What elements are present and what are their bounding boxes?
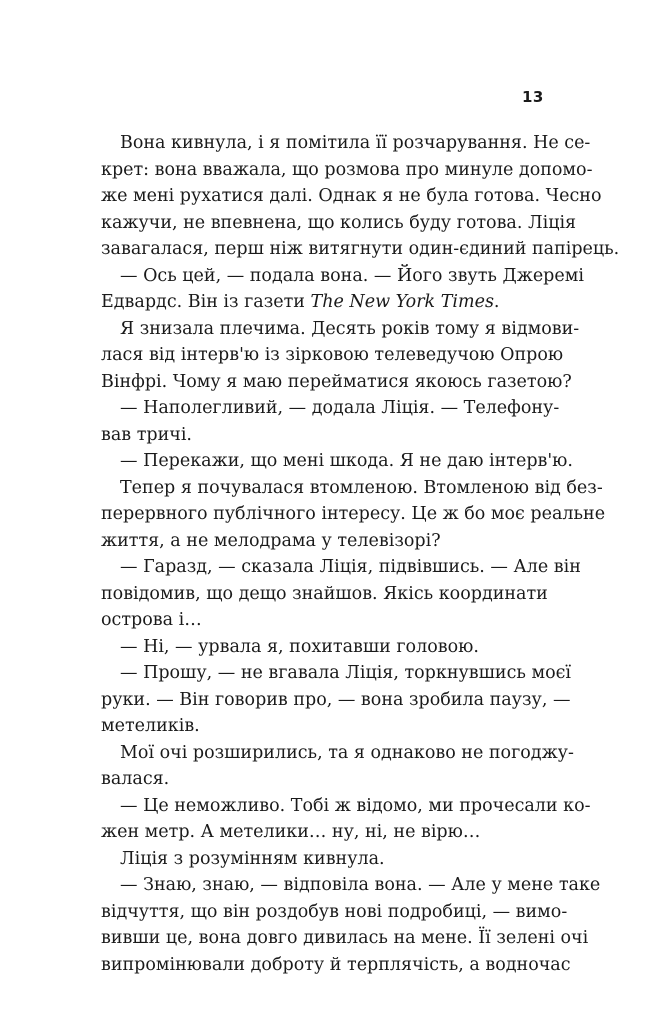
text-line: Я знизала плечима. Десять років тому я відмови- [120, 318, 580, 339]
text-line: Мої очі розширились, та я однаково не погоджу- [120, 742, 574, 763]
text-fragment: . [493, 292, 500, 312]
text-line: завагалася, перш ніж витягнути один-єдиний папірець. [101, 239, 620, 259]
text-line: метеликів. [101, 716, 200, 736]
text-line: повідомив, що дещо знайшов. Якісь координати [101, 583, 548, 604]
body-text [101, 130, 620, 978]
text-line: валася. [101, 769, 170, 789]
page-number: 13 [522, 88, 544, 106]
text-line: Вона кивнула, і я помітила її розчарування. Не се- [120, 133, 591, 153]
text-line [101, 289, 536, 316]
text-line: кажучи, не впевнена, що колись буду готова. Ліція [101, 212, 577, 233]
text-line: крет: вона вважала, що розмова про минуле допомо- [101, 159, 593, 180]
text-line: Тепер я почувалася втомленою. Втомленою від без- [120, 477, 603, 498]
text-line: вав тричі. [101, 424, 192, 445]
text-line: — Ні, — урвала я, похитавши головою. [120, 636, 479, 657]
text-line: відчуття, що він роздобув нові подробиці, — вимо- [101, 901, 568, 922]
text-line: руки. — Він говорив про, — вона зробила паузу, — [101, 689, 571, 710]
text-line: — Ось цей, — подала вона. — Його звуть Джеремі [120, 265, 584, 286]
newspaper-title: The New York Times [310, 292, 494, 312]
text-line: — Наполегливий, — додала Ліція. — Телефону- [120, 398, 560, 418]
text-line: — Перекажи, що мені шкода. Я не даю інтерв'ю. [120, 451, 573, 471]
text-fragment: Едвардс. Він із газети [101, 292, 311, 312]
text-line: життя, а не мелодрама у телевізорі? [101, 530, 441, 551]
text-line: — Знаю, знаю, — відповіла вона. — Але у мене таке [120, 875, 601, 895]
text-line: Ліція з розумінням кивнула. [120, 848, 385, 869]
text-line: — Це неможливо. Тобі ж відомо, ми прочесали ко- [120, 795, 591, 816]
text-line: випромінювали доброту й терплячість, а водночас [101, 954, 571, 975]
text-line: вивши це, вона довго дивилась на мене. Її зелені очі [101, 928, 589, 948]
text-line: перервного публічного інтересу. Це ж бо моє реальне [101, 504, 606, 524]
text-line: острова і… [101, 610, 202, 630]
text-line: Вінфрі. Чому я маю перейматися якоюсь газетою? [101, 371, 572, 392]
text-line: же мені рухатися далі. Однак я не була готова. Чесно [101, 186, 602, 206]
text-line: — Гаразд, — сказала Ліція, підвівшись. — Але він [120, 557, 581, 577]
text-line: — Прошу, — не вгавала Ліція, торкнувшись моєї [120, 663, 572, 683]
text-line: жен метр. А метелики… ну, ні, не вірю… [101, 822, 481, 842]
text-line: лася від інтерв'ю із зірковою телеведучою Опрою [101, 345, 564, 365]
